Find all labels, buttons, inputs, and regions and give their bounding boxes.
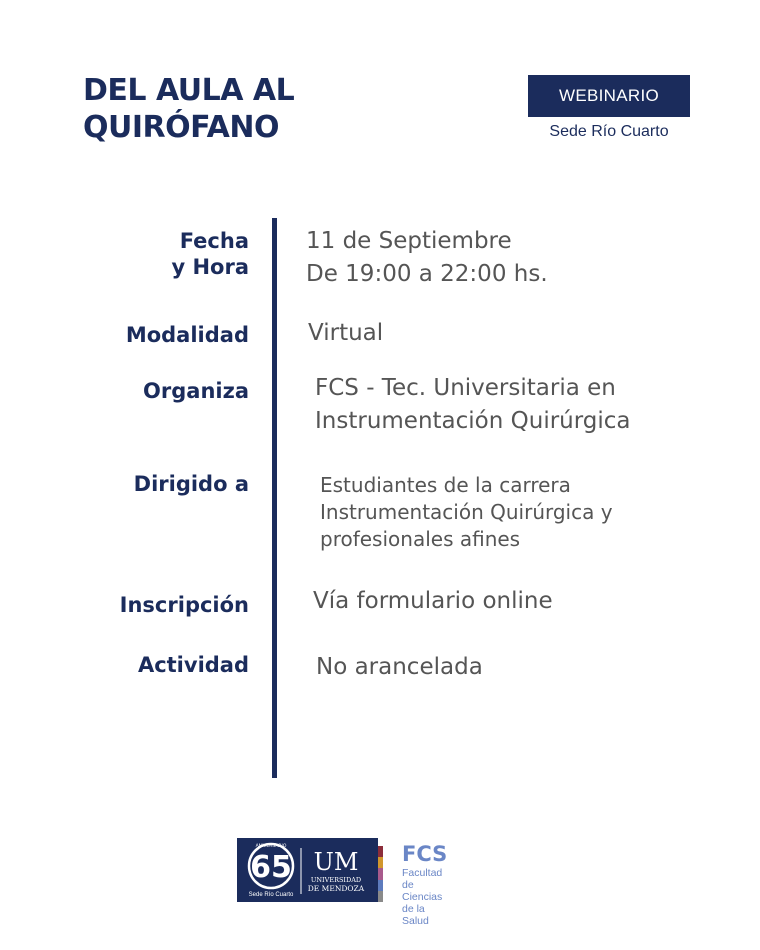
sede-label: Sede Río Cuarto	[549, 123, 669, 140]
dirigido-label: Dirigido a	[133, 472, 249, 496]
dirigido-value	[320, 472, 613, 553]
event-title-line-1: DEL AULA AL	[83, 73, 295, 108]
um-name-line-2: DE MENDOZA	[307, 884, 365, 893]
dirigido-value-line-1: Estudiantes de la carrera	[320, 473, 571, 497]
um-name-line-1: UNIVERSIDAD	[310, 876, 362, 884]
organiza-label: Organiza	[143, 379, 249, 403]
organiza-value	[315, 372, 631, 438]
event-title-line-2: QUIRÓFANO	[83, 110, 280, 145]
dirigido-value-line-3: profesionales afines	[320, 527, 521, 551]
um-sede-text: Sede Río Cuarto	[248, 892, 294, 898]
um-anniversary-word: ANIVERSARIO	[255, 844, 287, 849]
um-anniversary-number: 65	[250, 850, 292, 885]
hora-label: y Hora	[171, 255, 249, 279]
fcs-full-name	[402, 867, 442, 927]
inscripcion-label: Inscripción	[119, 593, 249, 617]
um-initials: UM	[313, 848, 359, 876]
vertical-divider	[272, 218, 277, 778]
organiza-value-line-1: FCS - Tec. Universitaria en	[315, 375, 616, 401]
um-logo	[237, 838, 378, 902]
fecha-hora-label	[171, 228, 249, 280]
fecha-hora-value	[306, 225, 548, 291]
actividad-label: Actividad	[137, 653, 249, 677]
color-stripes	[378, 846, 383, 902]
dirigido-value-line-2: Instrumentación Quirúrgica y	[320, 500, 613, 524]
webinario-badge: WEBINARIO	[528, 75, 690, 117]
fecha-value: 11 de Septiembre	[306, 228, 512, 254]
modalidad-label: Modalidad	[125, 323, 249, 347]
actividad-value: No arancelada	[316, 654, 483, 680]
fcs-name-line-1: Facultad de Ciencias	[402, 867, 443, 903]
um-65-emblem-icon	[237, 838, 378, 902]
modalidad-value: Virtual	[308, 320, 384, 346]
hora-value: De 19:00 a 22:00 hs.	[306, 261, 548, 287]
fcs-name-line-2: de la Salud	[402, 903, 429, 927]
fcs-logo-mark: FCS	[402, 842, 448, 866]
organiza-value-line-2: Instrumentación Quirúrgica	[315, 408, 631, 434]
inscripcion-value: Vía formulario online	[313, 588, 553, 614]
event-title	[83, 72, 294, 146]
fecha-label: Fecha	[179, 229, 249, 253]
